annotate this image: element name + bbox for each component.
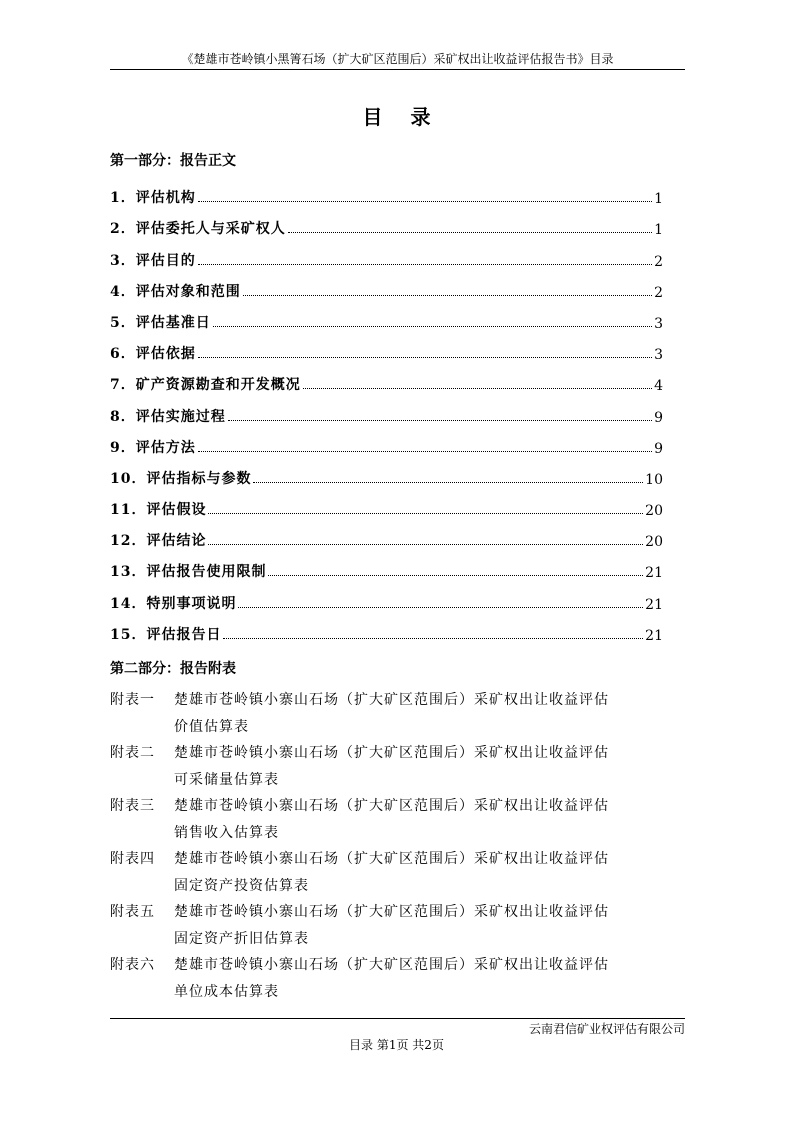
toc-entry-page: 21	[645, 627, 663, 644]
dot-leader	[238, 607, 643, 608]
appendix-label: 附表三	[110, 798, 155, 814]
toc-entry-label: 12．评估结论	[110, 533, 207, 550]
dot-leader	[208, 513, 643, 514]
toc-entry-page: 9	[654, 440, 663, 457]
footer-divider	[110, 1018, 685, 1019]
toc-entry-page: 1	[654, 222, 663, 239]
appendix-title-line2: 价值估算表	[174, 719, 249, 735]
toc-entry-label: 1．评估机构	[110, 190, 196, 207]
dot-leader	[198, 201, 652, 202]
dot-leader	[228, 420, 652, 421]
toc-entry[interactable]	[110, 581, 663, 612]
appendix-title	[174, 740, 670, 793]
dot-leader	[288, 232, 652, 233]
dot-leader	[213, 326, 652, 327]
toc-entry[interactable]	[110, 394, 663, 425]
toc-entry-page: 3	[654, 347, 663, 364]
appendix-label: 附表一	[110, 692, 155, 708]
toc-entry[interactable]	[110, 238, 663, 269]
dot-leader	[303, 388, 652, 389]
toc-entry[interactable]	[110, 426, 663, 457]
toc-entry[interactable]	[110, 301, 663, 332]
toc-entry-label: 14．特别事项说明	[110, 595, 237, 612]
dot-leader	[198, 357, 652, 358]
page-title: 目录	[362, 105, 459, 129]
toc-entry-label: 8．评估实施过程	[110, 408, 226, 425]
toc-entry-page: 2	[654, 284, 663, 301]
toc-entry-page: 21	[645, 565, 663, 582]
dot-leader	[253, 482, 643, 483]
appendix-label: 附表二	[110, 745, 155, 761]
appendix-title-line2: 固定资产折旧估算表	[174, 931, 309, 947]
appendix-title	[174, 846, 670, 899]
toc-list	[110, 176, 663, 644]
appendix-label: 附表六	[110, 957, 155, 973]
appendix-title-line1: 楚雄市苍岭镇小寨山石场（扩大矿区范围后）采矿权出让收益评估	[174, 851, 609, 867]
toc-entry[interactable]	[110, 332, 663, 363]
appendix-title-line1: 楚雄市苍岭镇小寨山石场（扩大矿区范围后）采矿权出让收益评估	[174, 957, 609, 973]
toc-entry[interactable]	[110, 270, 663, 301]
appendix-title-line1: 楚雄市苍岭镇小寨山石场（扩大矿区范围后）采矿权出让收益评估	[174, 798, 609, 814]
toc-entry[interactable]	[110, 550, 663, 581]
header-divider	[110, 69, 685, 70]
appendix-title-line2: 固定资产投资估算表	[174, 878, 309, 894]
appendix-title-line1: 楚雄市苍岭镇小寨山石场（扩大矿区范围后）采矿权出让收益评估	[174, 745, 609, 761]
appendix-title	[174, 687, 670, 740]
appendix-label: 附表五	[110, 904, 155, 920]
toc-entry-label: 9．评估方法	[110, 439, 196, 456]
toc-entry-page: 9	[654, 409, 663, 426]
appendix-item[interactable]	[110, 952, 670, 1005]
toc-entry-page: 2	[654, 253, 663, 270]
toc-entry-label: 7．矿产资源勘查和开发概况	[110, 377, 301, 394]
toc-entry[interactable]	[110, 207, 663, 238]
toc-entry-label: 5．评估基准日	[110, 314, 211, 331]
page-header: 《楚雄市苍岭镇小黑箐石场（扩大矿区范围后）采矿权出让收益评估报告书》目录	[181, 52, 614, 66]
toc-entry-label: 6．评估依据	[110, 346, 196, 363]
dot-leader	[223, 638, 643, 639]
appendix-label: 附表四	[110, 851, 155, 867]
appendix-title-line2: 单位成本估算表	[174, 984, 279, 1000]
footer-company: 云南君信矿业权评估有限公司	[528, 1022, 685, 1036]
dot-leader	[198, 451, 652, 452]
toc-entry-label: 13．评估报告使用限制	[110, 564, 267, 581]
dot-leader	[243, 295, 652, 296]
appendix-title-line2: 可采储量估算表	[174, 772, 279, 788]
part2-heading: 第二部分：报告附表	[110, 661, 236, 677]
dot-leader	[268, 575, 643, 576]
toc-entry-page: 10	[645, 471, 663, 488]
toc-entry[interactable]	[110, 363, 663, 394]
appendix-title	[174, 952, 670, 1005]
appendix-item[interactable]	[110, 740, 670, 793]
toc-entry-label: 4．评估对象和范围	[110, 283, 241, 300]
toc-entry[interactable]	[110, 613, 663, 644]
toc-entry-page: 20	[645, 534, 663, 551]
appendix-title-line2: 销售收入估算表	[174, 825, 279, 841]
toc-entry[interactable]	[110, 488, 663, 519]
toc-entry-page: 21	[645, 596, 663, 613]
toc-entry-label: 3．评估目的	[110, 252, 196, 269]
toc-entry-label: 10．评估指标与参数	[110, 470, 252, 487]
toc-entry-page: 20	[645, 503, 663, 520]
appendix-title	[174, 899, 670, 952]
appendix-item[interactable]	[110, 793, 670, 846]
footer-page-info: 目录 第1页 共2页	[349, 1038, 444, 1052]
appendix-title-line1: 楚雄市苍岭镇小寨山石场（扩大矿区范围后）采矿权出让收益评估	[174, 904, 609, 920]
toc-entry-label: 11．评估假设	[110, 502, 207, 519]
appendix-item[interactable]	[110, 687, 670, 740]
toc-entry-label: 2．评估委托人与采矿权人	[110, 221, 286, 238]
toc-entry[interactable]	[110, 519, 663, 550]
appendix-title	[174, 793, 670, 846]
toc-entry[interactable]	[110, 176, 663, 207]
part1-heading: 第一部分：报告正文	[110, 153, 236, 169]
appendix-item[interactable]	[110, 899, 670, 952]
toc-entry[interactable]	[110, 457, 663, 488]
toc-entry-label: 15．评估报告日	[110, 626, 222, 643]
dot-leader	[198, 264, 652, 265]
appendix-list	[110, 687, 670, 1005]
appendix-item[interactable]	[110, 846, 670, 899]
appendix-title-line1: 楚雄市苍岭镇小寨山石场（扩大矿区范围后）采矿权出让收益评估	[174, 692, 609, 708]
toc-entry-page: 3	[654, 315, 663, 332]
toc-entry-page: 4	[654, 378, 663, 395]
dot-leader	[208, 544, 643, 545]
toc-entry-page: 1	[654, 191, 663, 208]
